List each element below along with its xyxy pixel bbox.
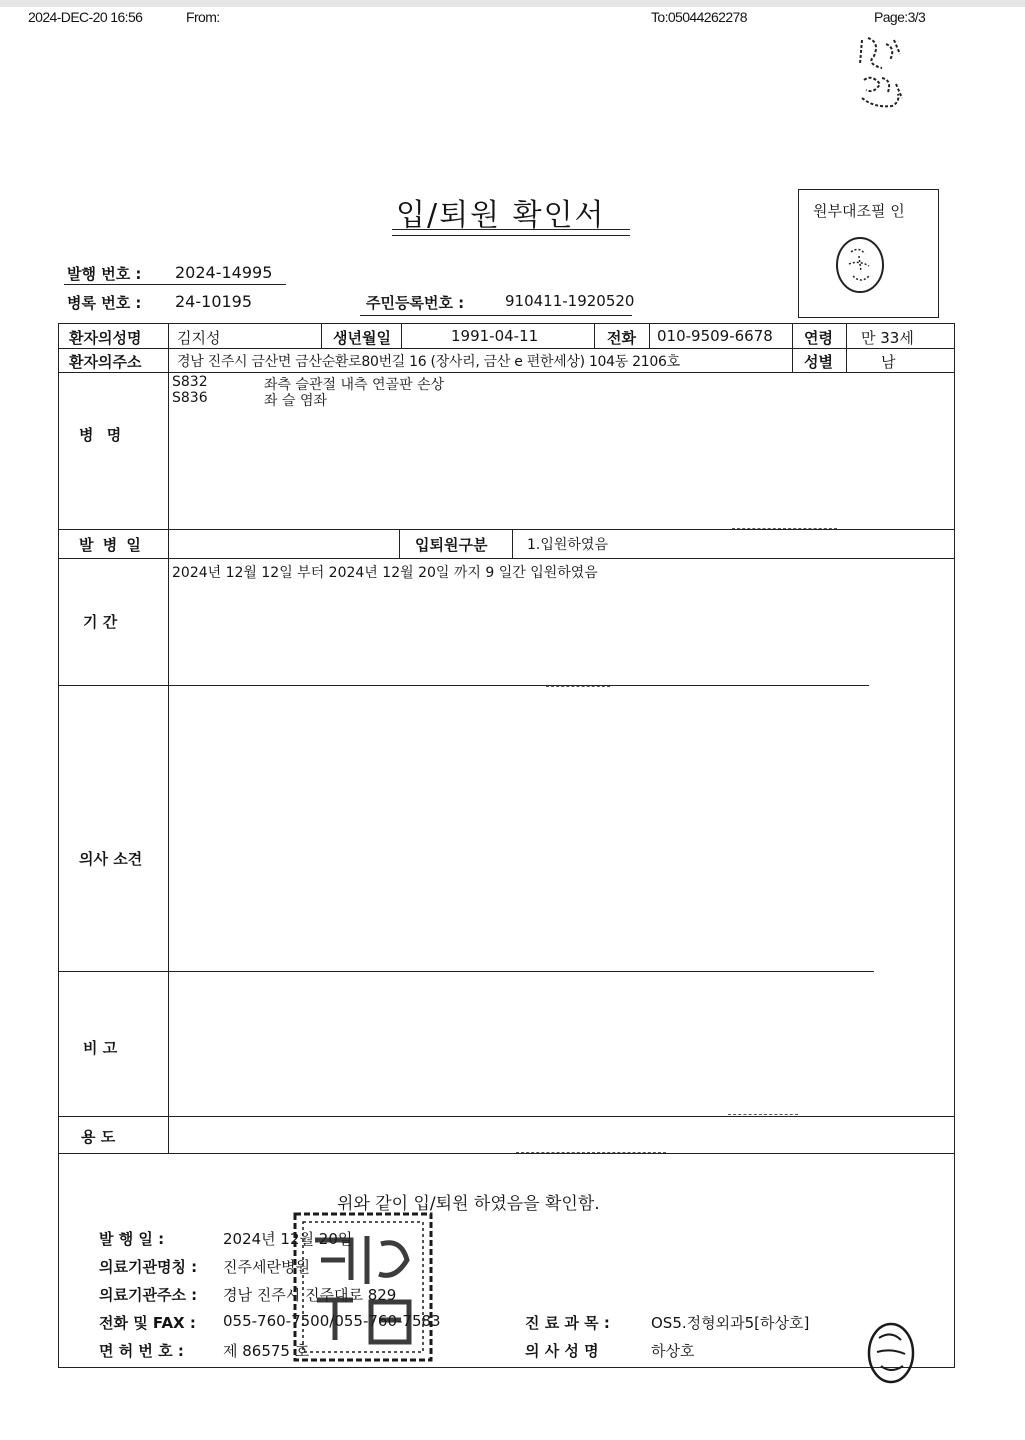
verification-seal-icon xyxy=(833,234,891,298)
doctor-seal-icon xyxy=(865,1320,917,1386)
diagnosis-name-2: 좌 슬 염좌 xyxy=(264,393,327,409)
issue-number-label: 발행 번호 : xyxy=(67,265,142,283)
diagnosis-code-2: S836 xyxy=(172,390,208,406)
tel-fax-label: 전화 및 FAX : xyxy=(99,1314,196,1332)
period-text: 2024년 12월 12일 부터 2024년 12월 20일 까지 9 일간 입원하였음 xyxy=(172,565,598,581)
patient-name: 김지성 xyxy=(177,329,221,347)
resident-number-label: 주민등록번호 : xyxy=(366,294,465,312)
fax-from: From: xyxy=(186,9,220,25)
issue-date-label: 발 행 일 : xyxy=(99,1230,165,1248)
phone: 010-9509-6678 xyxy=(657,327,773,345)
sex-label: 성별 xyxy=(804,353,833,371)
doctor-name: 하상호 xyxy=(651,1342,695,1360)
fax-page: Page:3/3 xyxy=(874,9,926,25)
scan-artifact xyxy=(728,1114,798,1115)
confirmation-statement: 위와 같이 입/퇴원 하였음을 확인함. xyxy=(337,1194,600,1214)
hospital-name: 진주세란병원 xyxy=(223,1258,310,1276)
resident-number: 910411-1920520 xyxy=(505,292,635,310)
scan-top-edge xyxy=(0,0,1025,7)
diagnosis-label: 병 명 xyxy=(79,426,126,444)
license-number: 제 86575 호 xyxy=(223,1342,310,1360)
tel-fax: 055-760-7500/055-760-7583 xyxy=(223,1312,441,1330)
purpose-label: 용 도 xyxy=(81,1128,116,1146)
issue-number: 2024-14995 xyxy=(175,263,273,282)
diagnosis-name-1: 좌측 슬관절 내측 연골판 손상 xyxy=(264,377,445,393)
birth-date-label: 생년월일 xyxy=(333,329,391,347)
sex: 남 xyxy=(881,353,896,371)
handwritten-mark xyxy=(852,34,908,114)
period-label: 기 간 xyxy=(83,613,118,631)
scan-artifact xyxy=(546,686,610,687)
phone-label: 전화 xyxy=(607,329,636,347)
issue-number-underline xyxy=(64,284,286,285)
department-label: 진 료 과 목 : xyxy=(525,1314,610,1332)
stamp-box-label: 원부대조필 인 xyxy=(813,202,905,220)
admission-type: 1.입원하였음 xyxy=(527,537,608,553)
department: OS5.정형외과5[하상호] xyxy=(651,1314,810,1332)
hospital-address: 경남 진주시 진주대로 829 xyxy=(223,1286,397,1304)
resident-number-underline xyxy=(360,315,632,316)
scan-artifact xyxy=(732,528,837,529)
age: 만 33세 xyxy=(861,329,914,347)
hospital-address-label: 의료기관주소 : xyxy=(99,1286,198,1304)
admission-type-label: 입퇴원구분 xyxy=(415,536,488,554)
record-number-label: 병록 번호 : xyxy=(67,294,142,312)
hospital-seal-stamp xyxy=(291,1210,435,1364)
age-label: 연령 xyxy=(804,329,833,347)
scan-artifact xyxy=(516,1152,666,1153)
fax-date: 2024-DEC-20 16:56 xyxy=(28,9,143,25)
hospital-name-label: 의료기관명칭 : xyxy=(99,1258,198,1276)
diagnosis-code-1: S832 xyxy=(172,374,208,390)
license-label: 면 허 번 호 : xyxy=(99,1342,184,1360)
doctor-name-label: 의 사 성 명 xyxy=(525,1342,599,1360)
remarks-label: 비 고 xyxy=(83,1039,118,1057)
record-number: 24-10195 xyxy=(175,292,253,311)
onset-label: 발 병 일 xyxy=(79,536,143,554)
address: 경남 진주시 금산면 금산순환로80번길 16 (장사리, 금산 e 편한세상) 104동 2106호 xyxy=(177,354,680,370)
stamp-box xyxy=(798,189,939,318)
doctor-opinion-label: 의사 소견 xyxy=(79,850,143,868)
title-underline xyxy=(392,229,630,230)
document-title: 입/퇴원 확인서 xyxy=(396,198,606,233)
fax-to: To:05044262278 xyxy=(651,9,747,25)
address-label: 환자의주소 xyxy=(69,353,142,371)
patient-name-label: 환자의성명 xyxy=(69,329,142,347)
title-underline-2 xyxy=(392,235,630,236)
birth-date: 1991-04-11 xyxy=(451,327,539,345)
issue-date: 2024년 12월 20일 xyxy=(223,1230,353,1248)
confirmation-form xyxy=(58,323,955,1368)
